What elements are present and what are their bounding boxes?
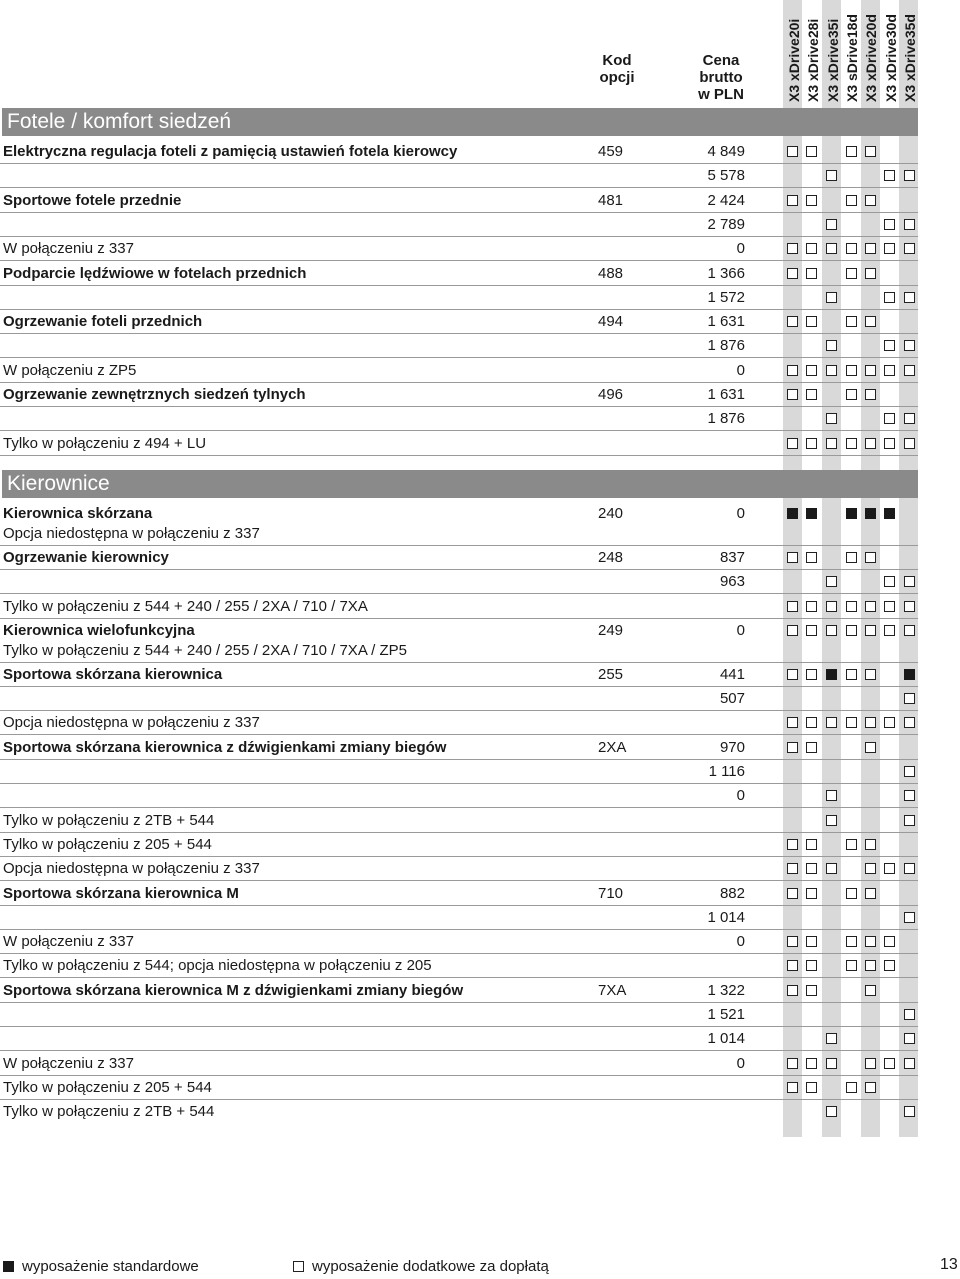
- optional-equipment-icon: [826, 292, 837, 303]
- optional-equipment-icon: [826, 413, 837, 424]
- optional-equipment-icon: [884, 413, 895, 424]
- optional-equipment-icon: [826, 1106, 837, 1117]
- table-row: [0, 619, 918, 663]
- optional-equipment-icon: [904, 912, 915, 923]
- optional-equipment-icon: [806, 146, 817, 157]
- optional-equipment-icon: [904, 790, 915, 801]
- option-price: 0: [736, 240, 745, 258]
- optional-equipment-icon: [884, 170, 895, 181]
- table-row: [0, 310, 918, 334]
- option-code: 494: [598, 313, 624, 331]
- option-price: 970: [719, 738, 745, 756]
- table-row: [0, 979, 918, 1003]
- table-row: [0, 784, 918, 808]
- optional-equipment-icon: [846, 438, 857, 449]
- optional-equipment-icon: [846, 669, 857, 680]
- option-price: 0: [736, 1054, 745, 1072]
- table-row: [0, 954, 918, 978]
- option-label: Tylko w połączeniu z 205 + 544: [3, 835, 212, 853]
- table-row: [0, 882, 918, 906]
- optional-equipment-icon: [787, 1058, 798, 1069]
- optional-equipment-icon: [806, 936, 817, 947]
- optional-equipment-icon: [846, 268, 857, 279]
- optional-equipment-icon: [806, 1082, 817, 1093]
- optional-equipment-icon: [865, 960, 876, 971]
- optional-equipment-icon: [865, 438, 876, 449]
- optional-equipment-icon: [846, 243, 857, 254]
- optional-equipment-icon: [787, 863, 798, 874]
- option-code: 248: [598, 548, 624, 566]
- optional-equipment-icon: [846, 1082, 857, 1093]
- option-label: Tylko w połączeniu z 2TB + 544: [3, 1103, 215, 1121]
- option-price: 0: [736, 933, 745, 951]
- standard-equipment-icon: [846, 508, 857, 519]
- model-header: X3 xDrive20d: [863, 14, 880, 102]
- optional-equipment-icon: [904, 625, 915, 636]
- table-row: [0, 1003, 918, 1027]
- optional-equipment-icon: [904, 576, 915, 587]
- option-price: 4 849: [707, 143, 745, 160]
- optional-equipment-icon: [806, 438, 817, 449]
- optional-equipment-icon: [865, 1058, 876, 1069]
- option-price: 1 322: [707, 981, 745, 999]
- optional-equipment-icon: [904, 1009, 915, 1020]
- table-row: [0, 570, 918, 594]
- optional-equipment-icon: [904, 292, 915, 303]
- optional-equipment-icon: [865, 243, 876, 254]
- option-price: 1 014: [707, 908, 745, 926]
- option-note: Tylko w połączeniu z 544 + 240 / 255 / 2XA / 710 / 7XA / ZP5: [3, 641, 408, 659]
- optional-equipment-icon: [865, 742, 876, 753]
- option-price: 2 789: [707, 215, 745, 233]
- option-code: 459: [598, 143, 624, 160]
- optional-equipment-icon: [826, 340, 837, 351]
- option-code: 488: [598, 264, 624, 282]
- table-row: [0, 140, 918, 164]
- option-price: 507: [719, 690, 745, 708]
- optional-equipment-icon: [884, 219, 895, 230]
- optional-equipment-icon: [865, 625, 876, 636]
- optional-equipment-icon: [826, 625, 837, 636]
- option-label: Kierownica skórzana: [3, 504, 153, 522]
- option-label: Kierownica wielofunkcyjna: [3, 621, 195, 639]
- optional-equipment-icon: [884, 960, 895, 971]
- optional-equipment-icon: [904, 601, 915, 612]
- optional-equipment-icon: [806, 625, 817, 636]
- option-label: Sportowa skórzana kierownica M: [3, 884, 239, 902]
- optional-equipment-icon: [865, 365, 876, 376]
- optional-equipment-icon: [826, 365, 837, 376]
- optional-equipment-icon: [787, 316, 798, 327]
- option-price: 0: [736, 361, 745, 379]
- optional-equipment-icon: [787, 1082, 798, 1093]
- standard-equipment-icon: [826, 669, 837, 680]
- table-row: [0, 833, 918, 857]
- optional-equipment-icon: [787, 438, 798, 449]
- optional-equipment-icon: [806, 985, 817, 996]
- table-row: [0, 687, 918, 711]
- option-label: Sportowa skórzana kierownica: [3, 665, 223, 683]
- option-label: Opcja niedostępna w połączeniu z 337: [3, 860, 260, 878]
- optional-equipment-icon: [787, 960, 798, 971]
- optional-equipment-icon: [806, 552, 817, 563]
- optional-equipment-icon: [787, 936, 798, 947]
- optional-equipment-icon: [787, 365, 798, 376]
- optional-equipment-icon: [904, 1058, 915, 1069]
- optional-equipment-icon: [787, 146, 798, 157]
- option-price: 0: [736, 787, 745, 805]
- option-price: 2 424: [707, 191, 745, 209]
- optional-equipment-icon: [846, 146, 857, 157]
- option-label: Sportowa skórzana kierownica z dźwigienkami zmiany biegów: [3, 738, 447, 756]
- optional-equipment-icon: [865, 601, 876, 612]
- option-price: 5 578: [707, 167, 745, 185]
- optional-equipment-icon: [826, 717, 837, 728]
- optional-equipment-icon: [884, 243, 895, 254]
- optional-equipment-icon: [787, 268, 798, 279]
- optional-equipment-icon: [826, 863, 837, 874]
- option-label: W połączeniu z 337: [3, 240, 134, 258]
- optional-equipment-icon: [884, 717, 895, 728]
- table-row: [0, 334, 918, 358]
- option-label: Opcja niedostępna w połączeniu z 337: [3, 714, 260, 732]
- optional-equipment-icon: [806, 365, 817, 376]
- optional-equipment-icon: [787, 243, 798, 254]
- optional-equipment-icon: [865, 863, 876, 874]
- table-row: [0, 502, 918, 546]
- optional-equipment-icon: [904, 1033, 915, 1044]
- option-code: 2XA: [598, 738, 627, 756]
- optional-equipment-icon: [884, 438, 895, 449]
- option-label: Sportowa skórzana kierownica M z dźwigienkami zmiany biegów: [3, 981, 464, 999]
- option-price: 882: [719, 884, 745, 902]
- optional-equipment-icon: [904, 413, 915, 424]
- option-code: 7XA: [598, 981, 627, 999]
- model-header: X3 xDrive30d: [882, 14, 899, 102]
- standard-equipment-icon: [884, 508, 895, 519]
- optional-equipment-icon: [904, 170, 915, 181]
- table-row: [0, 213, 918, 237]
- optional-equipment-icon: [806, 669, 817, 680]
- optional-equipment-icon: [846, 839, 857, 850]
- table-row: [0, 262, 918, 286]
- optional-equipment-icon: [806, 601, 817, 612]
- table-row: [0, 383, 918, 407]
- table-row: [0, 286, 918, 310]
- section-title: Fotele / komfort siedzeń: [2, 108, 918, 136]
- optional-equipment-icon: [884, 625, 895, 636]
- optional-equipment-icon: [826, 1033, 837, 1044]
- optional-equipment-icon: [865, 839, 876, 850]
- optional-equipment-icon: [846, 552, 857, 563]
- optional-equipment-icon: [904, 340, 915, 351]
- legend-standard: wyposażenie standardowe: [3, 1257, 199, 1277]
- option-code: 240: [598, 504, 624, 522]
- standard-equipment-icon: [787, 508, 798, 519]
- legend-optional: wyposażenie dodatkowe za dopłatą: [293, 1257, 549, 1277]
- option-price: 1 876: [707, 337, 745, 355]
- optional-equipment-icon: [904, 717, 915, 728]
- optional-equipment-icon: [884, 936, 895, 947]
- table-row: [0, 1027, 918, 1051]
- optional-equipment-icon: [826, 438, 837, 449]
- option-label: Ogrzewanie foteli przednich: [3, 313, 203, 331]
- table-row: [0, 1076, 918, 1100]
- option-code: 255: [598, 665, 624, 683]
- price-column-header: Cena brutto w PLN: [698, 52, 744, 103]
- option-note: Opcja niedostępna w połączeniu z 337: [3, 524, 260, 542]
- option-label: Tylko w połączeniu z 2TB + 544: [3, 811, 215, 829]
- optional-equipment-icon: [846, 195, 857, 206]
- page-number: 13: [940, 1256, 958, 1273]
- table-row: [0, 930, 918, 954]
- option-label: Ogrzewanie zewnętrznych siedzeń tylnych: [3, 386, 306, 403]
- model-header: X3 xDrive28i: [805, 18, 822, 102]
- optional-equipment-icon: [865, 316, 876, 327]
- table-row: [0, 164, 918, 188]
- code-column-header: Kod opcji: [599, 52, 635, 86]
- optional-equipment-icon: [806, 888, 817, 899]
- optional-equipment-icon: [846, 316, 857, 327]
- table-row: [0, 760, 918, 784]
- optional-equipment-icon: [846, 960, 857, 971]
- table-row: [0, 1100, 918, 1124]
- option-label: W połączeniu z ZP5: [3, 361, 137, 379]
- standard-equipment-icon: [865, 508, 876, 519]
- option-price: 1 631: [707, 313, 745, 331]
- optional-equipment-icon: [806, 717, 817, 728]
- optional-equipment-icon: [787, 601, 798, 612]
- optional-equipment-icon: [865, 146, 876, 157]
- optional-equipment-icon: [846, 625, 857, 636]
- optional-equipment-icon: [884, 1058, 895, 1069]
- optional-equipment-icon: [787, 888, 798, 899]
- optional-equipment-icon: [884, 576, 895, 587]
- optional-equipment-icon: [865, 888, 876, 899]
- optional-equipment-icon: [826, 219, 837, 230]
- option-price: 1 116: [708, 763, 745, 780]
- optional-equipment-icon: [787, 625, 798, 636]
- optional-equipment-icon: [904, 365, 915, 376]
- optional-equipment-icon: [806, 960, 817, 971]
- option-price: 963: [719, 573, 745, 591]
- table-row: [0, 407, 918, 431]
- optional-equipment-icon: [904, 766, 915, 777]
- optional-equipment-icon: [865, 389, 876, 400]
- optional-equipment-icon: [787, 717, 798, 728]
- table-row: [0, 736, 918, 760]
- option-price: 1 876: [707, 410, 745, 428]
- optional-equipment-icon: [865, 717, 876, 728]
- optional-equipment-icon: [787, 552, 798, 563]
- option-price: 1 572: [707, 288, 745, 306]
- optional-equipment-icon: [865, 936, 876, 947]
- optional-equipment-icon: [806, 1058, 817, 1069]
- option-label: Ogrzewanie kierownicy: [3, 548, 169, 566]
- option-price: 441: [719, 665, 745, 683]
- optional-equipment-icon: [826, 576, 837, 587]
- model-header: X3 xDrive35i: [824, 18, 841, 102]
- optional-equipment-icon: [846, 936, 857, 947]
- optional-equipment-icon: [904, 815, 915, 826]
- optional-equipment-icon: [884, 340, 895, 351]
- optional-equipment-icon: [865, 268, 876, 279]
- optional-equipment-icon: [787, 742, 798, 753]
- optional-equipment-icon: [884, 292, 895, 303]
- option-price: 1 366: [707, 264, 745, 282]
- option-price: 0: [736, 621, 745, 639]
- option-label: W połączeniu z 337: [3, 1054, 134, 1072]
- table-row: [0, 711, 918, 735]
- table-row: [0, 906, 918, 930]
- optional-equipment-icon: [904, 1106, 915, 1117]
- option-price: 1 521: [707, 1006, 745, 1023]
- optional-equipment-icon: [826, 815, 837, 826]
- optional-equipment-icon: [904, 219, 915, 230]
- optional-equipment-icon: [865, 1082, 876, 1093]
- optional-equipment-icon: [826, 170, 837, 181]
- option-label: Elektryczna regulacja foteli z pamięcią ustawień fotela kierowcy: [3, 143, 458, 160]
- optional-equipment-icon: [865, 985, 876, 996]
- optional-equipment-icon: [806, 863, 817, 874]
- optional-equipment-icon: [806, 243, 817, 254]
- option-label: Tylko w połączeniu z 544; opcja niedostępna w połączeniu z 205: [3, 957, 432, 975]
- filled-square-icon: [3, 1261, 14, 1272]
- optional-equipment-icon: [787, 839, 798, 850]
- optional-equipment-icon: [806, 389, 817, 400]
- section-title: Kierownice: [2, 470, 918, 498]
- optional-equipment-icon: [806, 195, 817, 206]
- table-row: [0, 432, 918, 456]
- optional-equipment-icon: [846, 389, 857, 400]
- option-label: Tylko w połączeniu z 494 + LU: [3, 434, 207, 452]
- optional-equipment-icon: [806, 268, 817, 279]
- table-row: [0, 663, 918, 687]
- optional-equipment-icon: [787, 195, 798, 206]
- optional-equipment-icon: [826, 243, 837, 254]
- optional-equipment-icon: [806, 316, 817, 327]
- optional-equipment-icon: [865, 669, 876, 680]
- standard-equipment-icon: [904, 669, 915, 680]
- table-row: [0, 809, 918, 833]
- option-code: 710: [598, 884, 624, 902]
- model-header: X3 xDrive20i: [786, 18, 802, 102]
- option-price: 1 631: [707, 386, 745, 403]
- standard-equipment-icon: [806, 508, 817, 519]
- option-code: 481: [598, 191, 624, 209]
- optional-equipment-icon: [904, 863, 915, 874]
- optional-equipment-icon: [846, 717, 857, 728]
- model-header: X3 xDrive35d: [901, 14, 918, 102]
- option-price: 1 014: [707, 1030, 745, 1048]
- optional-equipment-icon: [904, 693, 915, 704]
- option-label: W połączeniu z 337: [3, 933, 134, 951]
- table-row: [0, 237, 918, 261]
- option-code: 496: [598, 386, 624, 403]
- optional-equipment-icon: [787, 389, 798, 400]
- optional-equipment-icon: [826, 790, 837, 801]
- option-label: Tylko w połączeniu z 544 + 240 / 255 / 2XA / 710 / 7XA: [3, 597, 368, 615]
- optional-equipment-icon: [884, 863, 895, 874]
- optional-equipment-icon: [846, 365, 857, 376]
- optional-equipment-icon: [904, 243, 915, 254]
- optional-equipment-icon: [806, 742, 817, 753]
- optional-equipment-icon: [904, 438, 915, 449]
- optional-equipment-icon: [865, 552, 876, 563]
- optional-equipment-icon: [884, 365, 895, 376]
- option-label: Sportowe fotele przednie: [3, 191, 182, 209]
- option-label: Podparcie lędźwiowe w fotelach przednich: [3, 264, 307, 282]
- option-price: 0: [736, 504, 745, 522]
- option-code: 249: [598, 621, 624, 639]
- optional-equipment-icon: [787, 669, 798, 680]
- option-label: Tylko w połączeniu z 205 + 544: [3, 1078, 212, 1096]
- optional-equipment-icon: [826, 1058, 837, 1069]
- empty-square-icon: [293, 1261, 304, 1272]
- model-header: X3 sDrive18d: [843, 14, 860, 102]
- table-row: [0, 189, 918, 213]
- table-row: [0, 1052, 918, 1076]
- optional-equipment-icon: [826, 601, 837, 612]
- table-row: [0, 359, 918, 383]
- optional-equipment-icon: [846, 888, 857, 899]
- table-row: [0, 857, 918, 881]
- optional-equipment-icon: [806, 839, 817, 850]
- table-row: [0, 546, 918, 570]
- table-row: [0, 595, 918, 619]
- optional-equipment-icon: [787, 985, 798, 996]
- optional-equipment-icon: [884, 601, 895, 612]
- optional-equipment-icon: [865, 195, 876, 206]
- option-price: 837: [719, 548, 745, 566]
- optional-equipment-icon: [846, 601, 857, 612]
